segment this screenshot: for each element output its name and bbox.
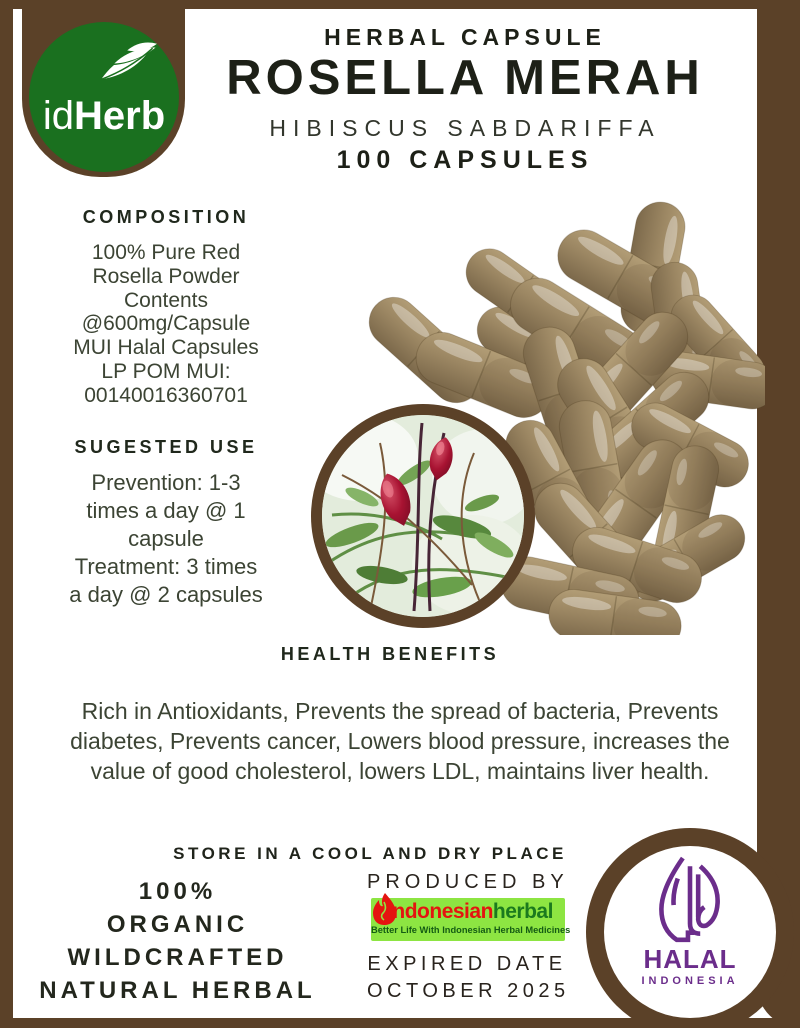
suggested-use-line: Prevention: 1-3 bbox=[91, 470, 241, 495]
frame-bottom-bar bbox=[0, 1018, 800, 1028]
composition-heading: COMPOSITION bbox=[82, 207, 250, 227]
logo-word-herb: Herb bbox=[74, 94, 166, 138]
suggested-use-text bbox=[10, 469, 322, 609]
header-kicker: HERBAL CAPSULE bbox=[324, 24, 606, 50]
expiry-label: EXPIRED DATE bbox=[367, 953, 567, 975]
composition-line: LP POM MUI: bbox=[101, 359, 231, 383]
quality-line: NATURAL HERBAL bbox=[39, 977, 316, 1004]
storage-note: STORE IN A COOL AND DRY PLACE bbox=[173, 844, 567, 863]
composition-line: MUI Halal Capsules bbox=[73, 336, 259, 360]
suggested-use-line: capsule bbox=[128, 526, 204, 551]
page-title: ROSELLA MERAH bbox=[226, 51, 704, 105]
composition-line: @600mg/Capsule bbox=[81, 312, 251, 336]
composition-line: Contents bbox=[123, 288, 209, 312]
quality-line: 100% bbox=[138, 878, 217, 905]
rosella-photo bbox=[322, 415, 524, 617]
health-benefits-heading: HEALTH BENEFITS bbox=[280, 644, 500, 664]
producer-brand-red: indonesian bbox=[387, 900, 493, 923]
suggested-use-line: Treatment: 3 times bbox=[74, 554, 258, 579]
latin-name: HIBISCUS SABDARIFFA bbox=[269, 115, 661, 141]
composition-line: Rosella Powder bbox=[92, 264, 240, 288]
capsule-count: 100 CAPSULES bbox=[336, 146, 594, 174]
frame-top-bar bbox=[0, 0, 800, 9]
halal-badge bbox=[604, 846, 776, 1018]
quality-line: WILDCRAFTED bbox=[67, 944, 288, 971]
halal-title: HALAL bbox=[643, 944, 737, 974]
producer-tagline: Better Life With Indonesian Herbal Medicines bbox=[371, 925, 571, 935]
expiry-value: OCTOBER 2025 bbox=[367, 980, 570, 1002]
suggested-use-line: times a day @ 1 bbox=[86, 498, 246, 523]
producer-brand-green: herbal bbox=[492, 900, 553, 923]
gunungan-icon bbox=[647, 854, 733, 948]
producer-brand bbox=[371, 899, 565, 924]
halal-subtitle: INDONESIA bbox=[641, 975, 739, 987]
suggested-use-line: a day @ 2 capsules bbox=[69, 582, 263, 607]
quality-line: ORGANIC bbox=[106, 911, 249, 938]
rosella-photo-inset bbox=[311, 404, 535, 628]
health-benefits-text: Rich in Antioxidants, Prevents the spread of bacteria, Prevents diabetes, Prevents cancer, Lowers blood pressure, increases the value of good cholesterol, lowers LDL, maintains liver health. bbox=[70, 698, 730, 784]
logo-word-id: id bbox=[42, 94, 74, 138]
suggested-use-heading: SUGESTED USE bbox=[74, 437, 258, 457]
produced-by-label: PRODUCED BY bbox=[367, 871, 569, 893]
qualities-block bbox=[35, 875, 320, 1007]
composition-line: 100% Pure Red bbox=[91, 241, 241, 264]
composition-line: 00140016360701 bbox=[84, 383, 248, 407]
composition-text bbox=[18, 241, 314, 408]
producer-logo bbox=[371, 898, 571, 941]
